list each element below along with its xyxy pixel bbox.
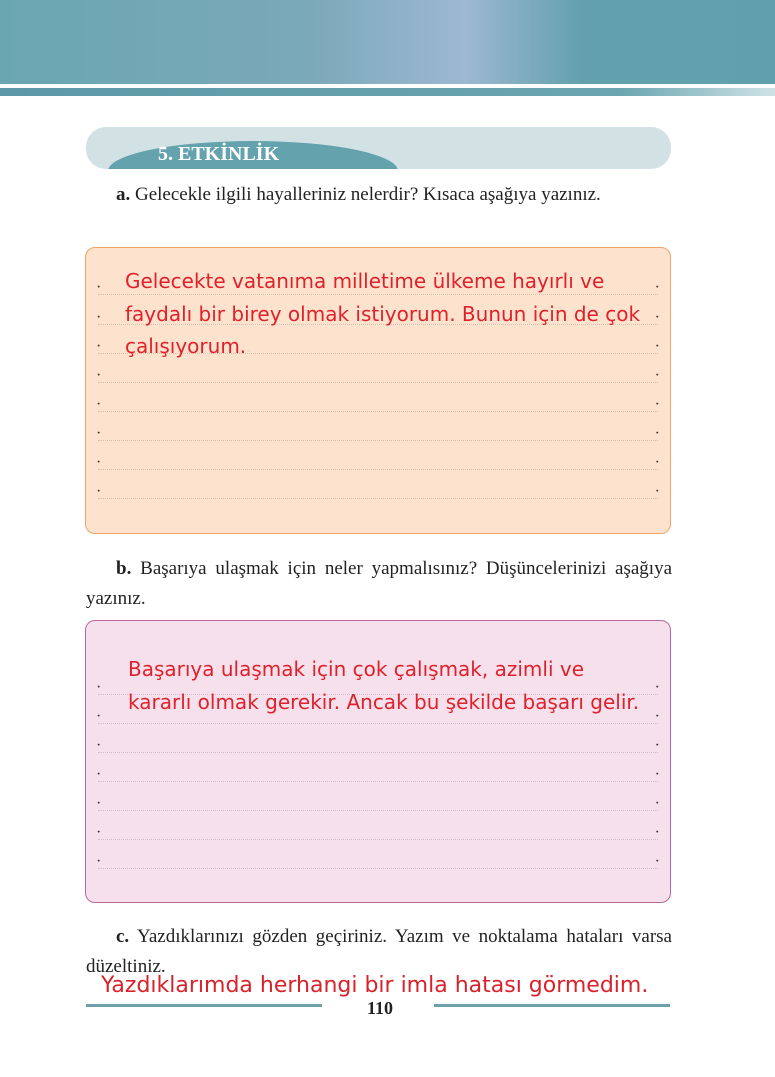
header-rule: [0, 88, 775, 96]
writing-line: [98, 381, 658, 383]
question-text: Yazdıklarınızı gözden geçiriniz. Yazım ve noktalama hataları varsa düzeltiniz.: [86, 926, 672, 977]
writing-line: [98, 468, 658, 470]
writing-line: [98, 497, 658, 499]
handwritten-answer-c: Yazdıklarımda herhangi bir imla hatası görmedim.: [101, 973, 649, 998]
writing-line: [98, 867, 658, 869]
writing-line: [98, 410, 658, 412]
question-label: c.: [116, 926, 130, 947]
page-number: 110: [366, 998, 393, 1018]
question-label: b.: [116, 558, 132, 579]
handwritten-answer-b: Başarıya ulaşmak için çok çalışmak, azimli ve kararlı olmak gerekir. Ancak bu şekilde başarı gelir.: [128, 657, 640, 714]
footer-rule-right: [434, 1004, 670, 1007]
question-a: [86, 180, 672, 210]
activity-title: 5. ETKİNLİK: [158, 143, 280, 165]
question-text: Gelecekle ilgili hayalleriniz nelerdir? Kısaca aşağıya yazınız.: [135, 184, 601, 205]
header-banner: [0, 0, 775, 84]
question-b: [86, 554, 672, 614]
activity-header: [86, 127, 671, 169]
question-text: Başarıya ulaşmak için neler yapmalısınız? Düşüncelerinizi aşağıya yazınız.: [86, 558, 672, 609]
writing-line: [98, 751, 658, 753]
writing-line: [98, 722, 658, 724]
writing-line: [98, 838, 658, 840]
writing-line: [98, 439, 658, 441]
writing-line: [98, 809, 658, 811]
footer-rule-left: [86, 1004, 322, 1007]
question-label: a.: [116, 184, 131, 205]
handwritten-answer-a: Gelecekte vatanıma milletime ülkeme hayırlı ve faydalı bir birey olmak istiyorum. Bunun için de çok çalışıyorum.: [125, 269, 641, 358]
writing-line: [98, 780, 658, 782]
